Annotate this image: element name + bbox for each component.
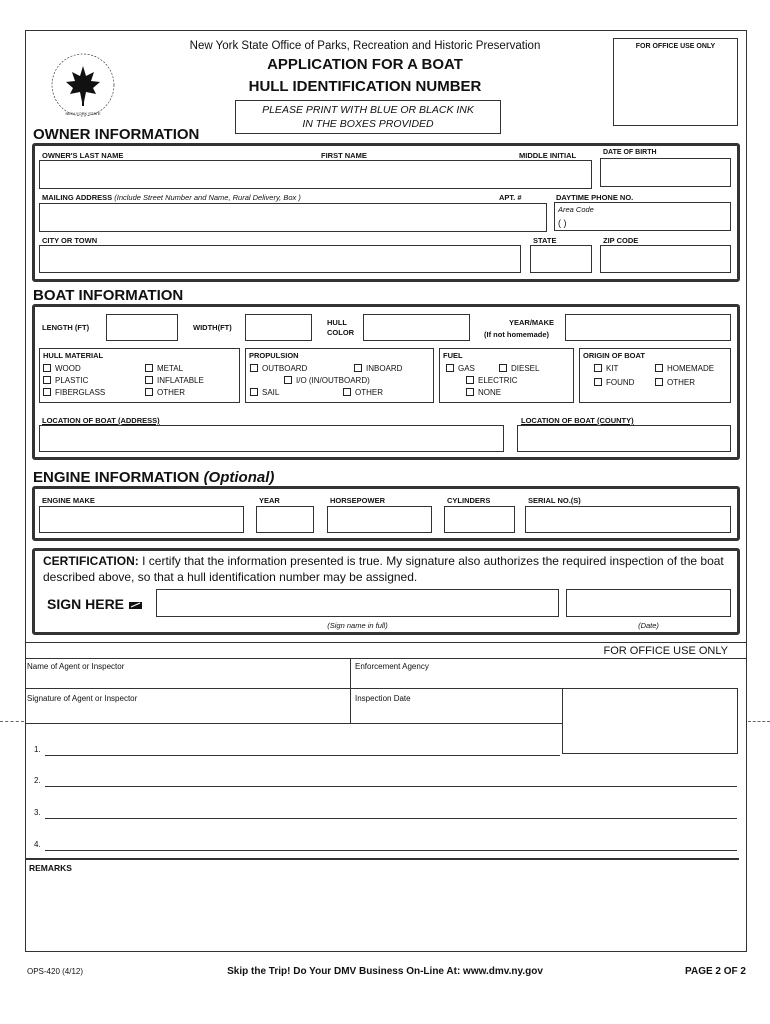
fuel-electric-option[interactable] bbox=[466, 376, 518, 385]
fold-line-right bbox=[748, 721, 770, 722]
fuel-diesel-option[interactable] bbox=[499, 364, 539, 373]
option-label: DIESEL bbox=[511, 364, 540, 373]
state-seal bbox=[48, 50, 118, 120]
office-line-4[interactable] bbox=[45, 850, 737, 851]
checkbox[interactable] bbox=[594, 378, 602, 386]
apt-label: APT. # bbox=[499, 193, 522, 202]
mailing-address-text: MAILING ADDRESS bbox=[42, 193, 113, 202]
engine-make-field[interactable] bbox=[39, 506, 244, 533]
hull-material-title: HULL MATERIAL bbox=[43, 351, 104, 360]
hull-color-field[interactable] bbox=[363, 314, 470, 341]
option-label: METAL bbox=[157, 364, 184, 373]
option-label: SAIL bbox=[262, 388, 280, 397]
office-line-1-number: 1. bbox=[34, 745, 41, 754]
length-field[interactable] bbox=[106, 314, 178, 341]
sign-here-label bbox=[47, 596, 144, 613]
agent-name-field[interactable] bbox=[25, 658, 351, 688]
date-note: (Date) bbox=[638, 621, 659, 630]
city-field[interactable] bbox=[39, 245, 521, 273]
prop-inboard-option[interactable] bbox=[354, 364, 402, 373]
area-code-label: Area Code bbox=[558, 205, 594, 214]
remarks-field[interactable] bbox=[25, 875, 747, 951]
engine-heading bbox=[33, 469, 274, 486]
cylinders-label: CYLINDERS bbox=[447, 496, 491, 505]
horsepower-field[interactable] bbox=[327, 506, 432, 533]
origin-homemade-option[interactable] bbox=[655, 364, 714, 373]
office-use-title: FOR OFFICE USE ONLY bbox=[603, 645, 728, 657]
horsepower-label: HORSEPOWER bbox=[330, 496, 386, 505]
checkbox[interactable] bbox=[466, 388, 474, 396]
checkbox[interactable] bbox=[354, 364, 362, 372]
year-make-label-2: (If not homemade) bbox=[484, 330, 549, 339]
fuel-title: FUEL bbox=[443, 351, 463, 360]
office-table-bottom bbox=[25, 723, 562, 724]
certification-text bbox=[43, 553, 731, 585]
form-title-line2: HULL IDENTIFICATION NUMBER bbox=[248, 78, 482, 95]
fuel-none-option[interactable] bbox=[466, 388, 501, 397]
office-divider bbox=[25, 642, 747, 643]
signature-date-field[interactable] bbox=[566, 589, 731, 617]
prop-other-option[interactable] bbox=[343, 388, 383, 397]
office-line-3[interactable] bbox=[45, 818, 737, 819]
checkbox[interactable] bbox=[145, 388, 153, 396]
checkbox[interactable] bbox=[43, 388, 51, 396]
location-address-label: LOCATION OF BOAT (ADDRESS) bbox=[42, 416, 160, 425]
prop-io-option[interactable] bbox=[284, 376, 370, 385]
dob-field[interactable] bbox=[600, 158, 731, 187]
year-make-label-1: YEAR/MAKE bbox=[509, 318, 555, 327]
hull-wood-option[interactable] bbox=[43, 364, 81, 373]
agent-signature-field[interactable] bbox=[25, 689, 350, 723]
middle-initial-label: MIDDLE INITIAL bbox=[519, 151, 577, 160]
engine-optional-text: (Optional) bbox=[203, 469, 275, 486]
location-address-field[interactable] bbox=[39, 425, 504, 452]
form-id: OPS-420 (4/12) bbox=[27, 967, 84, 976]
option-label: I/O (IN/OUTBOARD) bbox=[296, 376, 370, 385]
zip-field[interactable] bbox=[600, 245, 731, 273]
checkbox[interactable] bbox=[446, 364, 454, 372]
option-label: NONE bbox=[478, 388, 502, 397]
page-number: PAGE 2 OF 2 bbox=[685, 966, 746, 977]
width-label: WIDTH(FT) bbox=[193, 323, 232, 332]
year-make-field[interactable] bbox=[565, 314, 731, 341]
hull-inflatable-option[interactable] bbox=[145, 376, 204, 385]
option-label: WOOD bbox=[55, 364, 81, 373]
office-line-2[interactable] bbox=[45, 786, 737, 787]
dmv-online-note: Skip the Trip! Do Your DMV Business On-Line At: www.dmv.ny.gov bbox=[227, 966, 543, 977]
option-label: OTHER bbox=[667, 378, 695, 387]
phone-paren: ( ) bbox=[558, 218, 567, 228]
print-note-line2: IN THE BOXES PROVIDED bbox=[302, 118, 434, 130]
option-label: INBOARD bbox=[366, 364, 403, 373]
checkbox[interactable] bbox=[284, 376, 292, 384]
office-stamp-box[interactable] bbox=[562, 688, 738, 754]
checkbox[interactable] bbox=[466, 376, 474, 384]
office-line-3-number: 3. bbox=[34, 808, 41, 817]
mailing-address-hint: (Include Street Number and Name, Rural Delivery, Box ) bbox=[114, 193, 301, 202]
office-line-1[interactable] bbox=[45, 755, 560, 756]
checkbox[interactable] bbox=[250, 388, 258, 396]
state-label: STATE bbox=[533, 236, 557, 245]
state-field[interactable] bbox=[530, 245, 592, 273]
city-label: CITY OR TOWN bbox=[42, 236, 98, 245]
print-note-line1: PLEASE PRINT WITH BLUE OR BLACK INK bbox=[262, 104, 474, 116]
remarks-divider bbox=[25, 858, 739, 860]
option-label: KIT bbox=[606, 364, 619, 373]
hull-other-option[interactable] bbox=[145, 388, 185, 397]
pen-icon bbox=[128, 597, 144, 613]
office-line-4-number: 4. bbox=[34, 840, 41, 849]
checkbox[interactable] bbox=[343, 388, 351, 396]
certification-label: CERTIFICATION: bbox=[43, 554, 139, 568]
width-field[interactable] bbox=[245, 314, 312, 341]
length-label: LENGTH (FT) bbox=[42, 323, 90, 332]
sign-note: (Sign name in full) bbox=[327, 621, 388, 630]
option-label: OTHER bbox=[157, 388, 185, 397]
hull-color-label-2: COLOR bbox=[327, 328, 355, 337]
option-label: GAS bbox=[458, 364, 475, 373]
option-label: PLASTIC bbox=[55, 376, 89, 385]
certification-body: I certify that the information presented is true. My signature also authorizes the required inspection of the boat described above, so that a hull identification number may be assigned. bbox=[43, 554, 724, 584]
serial-field[interactable] bbox=[525, 506, 731, 533]
owner-heading: OWNER INFORMATION bbox=[33, 126, 200, 143]
option-label: OUTBOARD bbox=[262, 364, 308, 373]
origin-found-option[interactable] bbox=[594, 378, 634, 387]
form-title-line1: APPLICATION FOR A BOAT bbox=[267, 56, 463, 73]
last-name-label: OWNER'S LAST NAME bbox=[42, 151, 124, 160]
office-line-2-number: 2. bbox=[34, 776, 41, 785]
location-county-field[interactable] bbox=[517, 425, 731, 452]
checkbox[interactable] bbox=[594, 364, 602, 372]
option-label: ELECTRIC bbox=[478, 376, 518, 385]
boat-heading: BOAT INFORMATION bbox=[33, 287, 184, 304]
fuel-gas-option[interactable] bbox=[446, 364, 475, 373]
mailing-address-label bbox=[42, 193, 301, 202]
dob-label: DATE OF BIRTH bbox=[603, 149, 657, 156]
engine-heading-text: ENGINE INFORMATION bbox=[33, 469, 200, 486]
engine-year-field[interactable] bbox=[256, 506, 314, 533]
option-label: INFLATABLE bbox=[157, 376, 204, 385]
engine-year-label: YEAR bbox=[259, 496, 280, 505]
hull-plastic-option[interactable] bbox=[43, 376, 88, 385]
serial-label: SERIAL NO.(S) bbox=[528, 496, 581, 505]
inspection-date-label: Inspection Date bbox=[355, 694, 411, 703]
inspection-date-field[interactable] bbox=[351, 689, 561, 723]
checkbox[interactable] bbox=[655, 378, 663, 386]
checkbox[interactable] bbox=[655, 364, 663, 372]
hull-fiberglass-option[interactable] bbox=[43, 388, 105, 397]
option-label: OTHER bbox=[355, 388, 383, 397]
phone-label: DAYTIME PHONE NO. bbox=[556, 193, 634, 202]
agency-name: New York State Office of Parks, Recreation and Historic Preservation bbox=[189, 40, 541, 52]
office-use-label-top: FOR OFFICE USE ONLY bbox=[635, 43, 716, 50]
agent-name-label: Name of Agent or Inspector bbox=[27, 662, 125, 671]
sign-here-text: SIGN HERE bbox=[47, 596, 125, 612]
checkbox[interactable] bbox=[250, 364, 258, 372]
mailing-address-field[interactable] bbox=[39, 203, 547, 232]
origin-other-option[interactable] bbox=[655, 378, 695, 387]
first-name-label: FIRST NAME bbox=[321, 151, 367, 160]
agent-signature-label: Signature of Agent or Inspector bbox=[27, 694, 138, 703]
origin-kit-option[interactable] bbox=[594, 364, 618, 373]
seal-caption: NEW YORK STATE bbox=[65, 111, 101, 116]
zip-label: ZIP CODE bbox=[603, 236, 639, 245]
hull-color-label-1: HULL bbox=[327, 318, 347, 327]
checkbox[interactable] bbox=[145, 376, 153, 384]
option-label: FIBERGLASS bbox=[55, 388, 106, 397]
hull-metal-option[interactable] bbox=[145, 364, 183, 373]
propulsion-title: PROPULSION bbox=[249, 351, 299, 360]
prop-outboard-option[interactable] bbox=[250, 364, 307, 373]
location-county-label: LOCATION OF BOAT (COUNTY) bbox=[521, 416, 634, 425]
prop-sail-option[interactable] bbox=[250, 388, 279, 397]
enforcement-agency-label: Enforcement Agency bbox=[355, 662, 429, 671]
option-label: HOMEMADE bbox=[667, 364, 715, 373]
cylinders-field[interactable] bbox=[444, 506, 515, 533]
checkbox[interactable] bbox=[43, 364, 51, 372]
signature-field[interactable] bbox=[156, 589, 559, 617]
office-use-box-top bbox=[613, 38, 738, 126]
option-label: FOUND bbox=[606, 378, 635, 387]
enforcement-agency-field[interactable] bbox=[351, 658, 747, 688]
checkbox[interactable] bbox=[499, 364, 507, 372]
engine-make-label: ENGINE MAKE bbox=[42, 496, 95, 505]
checkbox[interactable] bbox=[145, 364, 153, 372]
checkbox[interactable] bbox=[43, 376, 51, 384]
name-field[interactable] bbox=[39, 160, 592, 189]
fold-line-left bbox=[0, 721, 24, 722]
origin-title: ORIGIN OF BOAT bbox=[583, 351, 645, 360]
remarks-label: REMARKS bbox=[29, 863, 72, 873]
